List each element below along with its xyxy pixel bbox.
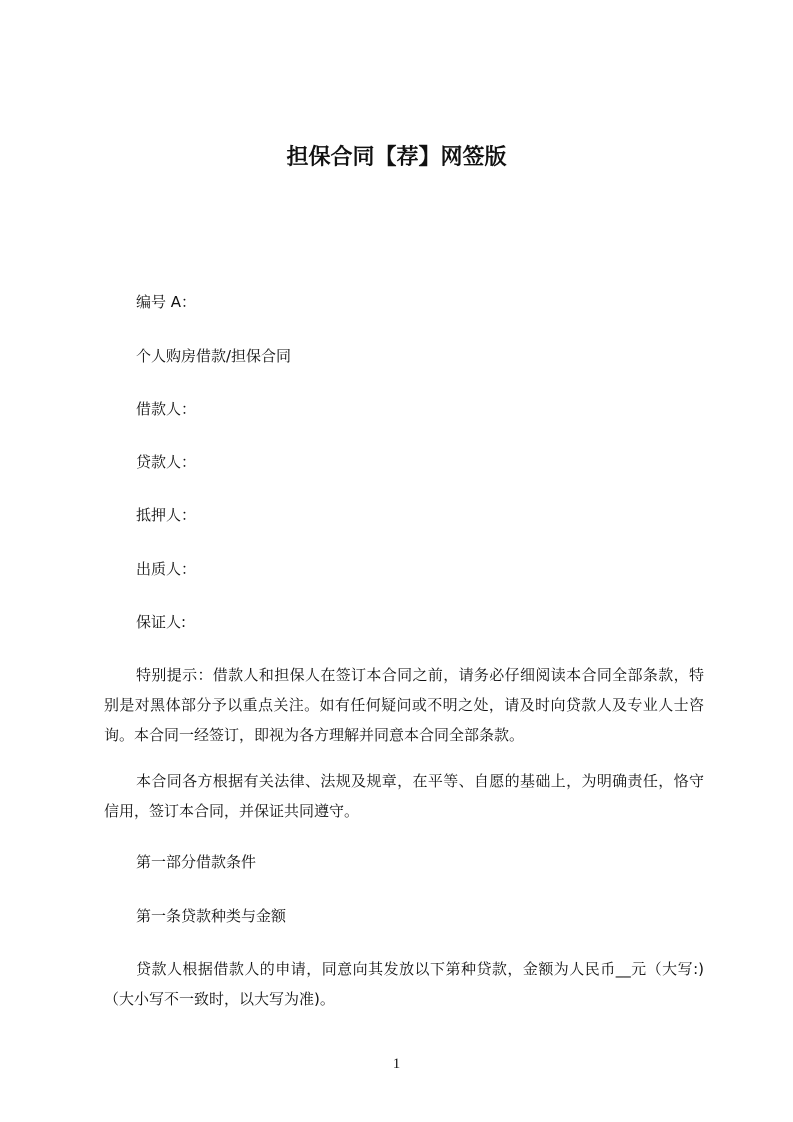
article-paragraph: 贷款人根据借款人的申请，同意向其发放以下第种贷款，金额为人民币__元（大写:)（大小写不一致时，以大写为准)。 — [104, 960, 704, 1008]
borrower-field: 借款人： — [136, 400, 197, 418]
mortgagor-field: 抵押人： — [136, 506, 197, 524]
page-number: 1 — [392, 1056, 401, 1072]
contract-number-field: 编号 A： — [136, 293, 197, 311]
part-heading: 第一部分借款条件 — [136, 853, 257, 871]
contract-name: 个人购房借款/担保合同 — [136, 347, 292, 365]
preamble-paragraph: 本合同各方根据有关法律、法规及规章，在平等、自愿的基础上，为明确责任，恪守信用，签订本合同，并保证共同遵守。 — [104, 772, 704, 820]
document-title: 担保合同【荐】网签版 — [286, 145, 507, 170]
lender-field: 贷款人： — [136, 453, 197, 471]
special-notice-paragraph: 特别提示：借款人和担保人在签订本合同之前，请务必仔细阅读本合同全部条款，特别是对黑体部分予以重点关注。如有任何疑问或不明之处，请及时向贷款人及专业人士咨询。本合同一经签订，即视为各方理解并同意本合同全部条款。 — [104, 666, 704, 744]
guarantor-field: 保证人: — [136, 613, 187, 631]
article-heading: 第一条贷款种类与金额 — [136, 907, 287, 925]
pledgor-field: 出质人： — [136, 560, 197, 578]
